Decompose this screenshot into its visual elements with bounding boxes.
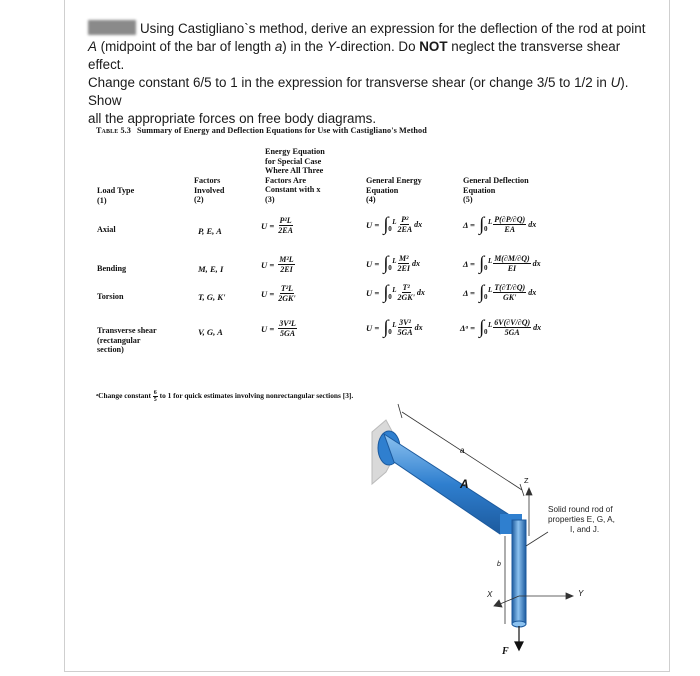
general-energy-eq-transverse-shear: U = ∫ L 0 $\frac{\text{3V²}}{5GA}$ dx — [366, 316, 423, 338]
header-load-type: Load Type (1) — [97, 186, 135, 205]
label-a: a — [460, 446, 465, 455]
rod-properties-note: Solid round rod of properties E, G, A, I, and J. — [548, 505, 615, 534]
deflection-eq-transverse-shear: Δᵃ = ∫ L 0 $\frac{6V(\partial V/\partial Q)}{5GA}$ dx — [460, 316, 542, 338]
table-label: Table 5.3 — [96, 126, 131, 135]
deflection-eq-bending: Δ = ∫ L 0 $\frac{M(\partial M/\partial Q)}{EI}$ dx — [463, 252, 541, 274]
factors-bending: M, E, I — [198, 264, 224, 274]
row-label-transverse-shear: Transverse shear (rectangular section) — [97, 326, 157, 354]
deflection-eq-axial: Δ = ∫ L 0 $\frac{P(\partial P/\partial Q)}{EA}$ dx — [463, 213, 537, 235]
general-energy-eq-torsion: U = ∫ L 0 $\frac{\text{T²}}{2GK'}$ dx — [366, 281, 425, 303]
header-factors: Factors Involved (2) — [194, 176, 225, 204]
label-f: F — [502, 646, 509, 657]
special-eq-transverse-shear: U = $\frac{\text{3V²L}}{5GA}$ — [261, 319, 296, 338]
header-general-energy: General Energy Equation (4) — [366, 176, 422, 204]
header-special-energy: Energy Equation for Special Case Where All Three Factors Are Constant with x (3) — [265, 147, 325, 204]
rod-segment-a — [384, 434, 508, 534]
row-label-bending: Bending — [97, 264, 127, 273]
label-b: b — [497, 561, 501, 568]
row-label-axial: Axial — [97, 225, 116, 234]
label-y: Y — [578, 589, 584, 598]
special-eq-axial: U = $\frac{\text{P²L}}{2EA}$ — [261, 216, 293, 235]
label-z: Z — [524, 476, 529, 485]
header-general-deflection: General Deflection Equation (5) — [463, 176, 529, 204]
factors-torsion: T, G, K' — [198, 292, 226, 302]
row-label-torsion: Torsion — [97, 292, 124, 301]
factors-axial: P, E, A — [198, 226, 222, 236]
table-footnote: ᵃChange constant $\frac{6}{5}$ to 1 for quick estimates involving nonrectangular sections [3]. — [96, 390, 354, 403]
question-line-4: all the appropriate forces on free body diagrams. — [88, 111, 377, 126]
z-axis-arrow — [526, 488, 532, 536]
y-axis-arrow — [519, 593, 573, 599]
general-energy-eq-axial: U = ∫ L 0 $\frac{\text{P²}}{2EA}$ dx — [366, 213, 423, 235]
special-eq-torsion: U = $\frac{\text{T²L}}{2GK'}$ — [261, 284, 296, 303]
general-energy-eq-bending: U = ∫ L 0 $\frac{\text{M²}}{2EI}$ dx — [366, 252, 420, 274]
rod-segment-b — [512, 520, 526, 627]
question-line-1: Using Castigliano`s method, derive an expression for the deflection of the rod at point — [88, 20, 660, 38]
deflection-eq-torsion: Δ = ∫ L 0 $\frac{T(\partial T/\partial Q)}{GK'}$ dx — [463, 281, 537, 303]
special-eq-bending: U = $\frac{\text{M²L}}{2EI}$ — [261, 255, 294, 274]
label-x: X — [487, 590, 493, 599]
force-arrow-f — [515, 626, 523, 650]
table-title: Summary of Energy and Deflection Equations for Use with Castigliano's Method — [136, 126, 427, 135]
question-line-2: A (midpoint of the bar of length a) in the Y-direction. Do NOT neglect the transverse shear effect. — [88, 39, 621, 72]
label-point-a: A — [460, 477, 469, 491]
question-line-3: Change constant 6/5 to 1 in the expression for transverse shear (or change 3/5 to 1/2 in U). Show — [88, 75, 629, 108]
factors-transverse-shear: V, G, A — [198, 327, 223, 337]
